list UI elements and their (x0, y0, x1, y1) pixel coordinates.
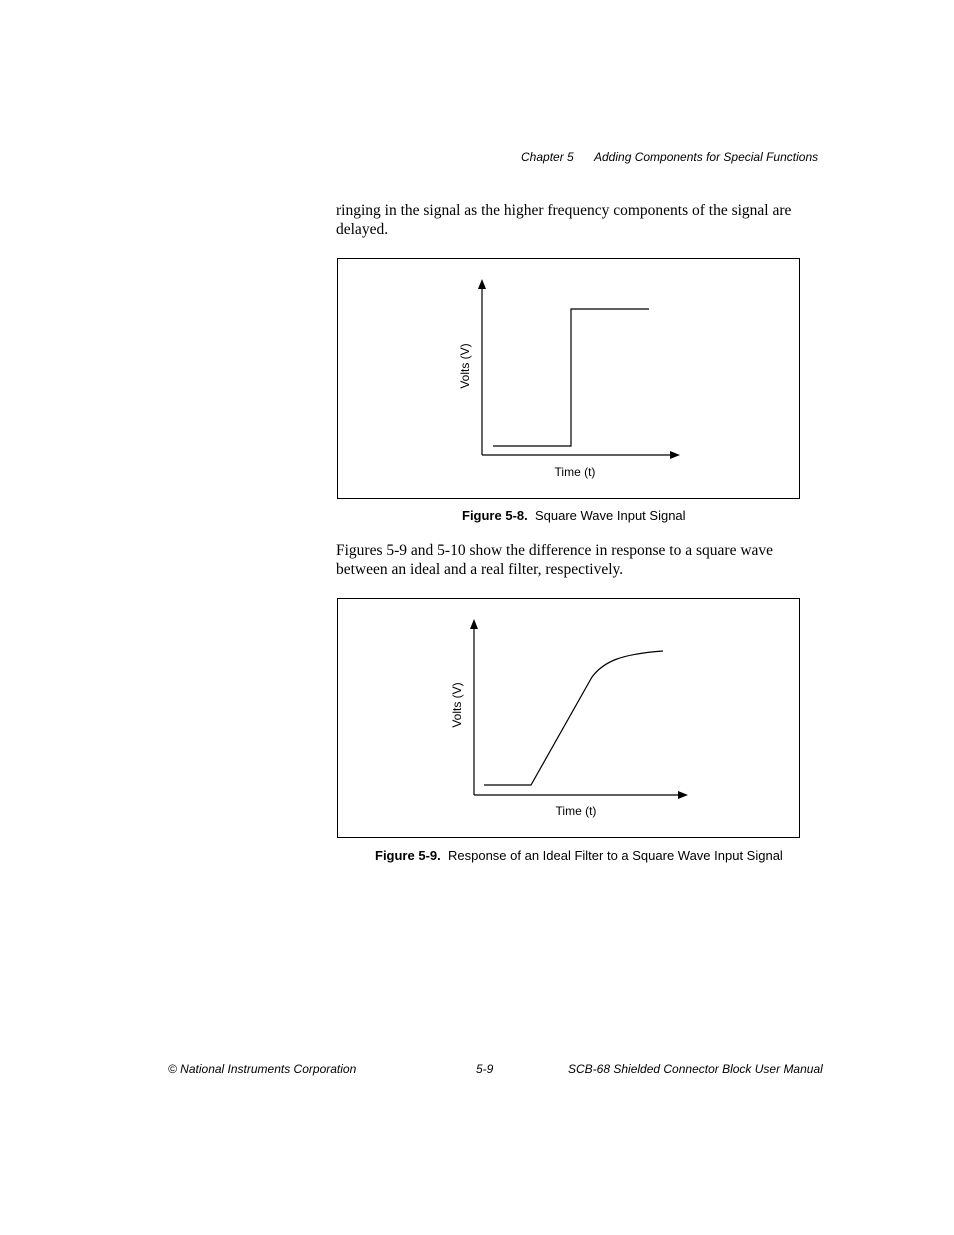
footer-page-number: 5-9 (476, 1062, 494, 1076)
y-axis-arrowhead (470, 619, 478, 629)
figure-number: Figure 5-8. (462, 508, 528, 523)
y-axis-arrowhead (478, 279, 486, 289)
y-axis-label: Volts (V) (458, 343, 472, 389)
figure-5-9-box (337, 598, 800, 838)
body-paragraph: Figures 5-9 and 5-10 show the difference in response to a square wave between an ideal and a real filter, respectively. (336, 542, 774, 578)
figure-5-8-box (337, 258, 800, 499)
square-wave-diagram (338, 259, 801, 500)
figure-caption-text: Square Wave Input Signal (534, 508, 686, 523)
x-axis-arrowhead (678, 791, 688, 799)
ideal-filter-response-diagram (338, 599, 801, 839)
figure-caption (375, 848, 783, 863)
header-title: Adding Components for Special Functions (594, 150, 819, 164)
x-axis-arrowhead (670, 451, 680, 459)
y-axis-label: Volts (V) (450, 682, 464, 728)
footer-copyright: © National Instruments Corporation (168, 1062, 357, 1076)
square-wave-signal (493, 309, 649, 446)
x-axis-label: Time (t) (554, 465, 596, 479)
figure-caption (462, 508, 686, 523)
body-paragraph: ringing in the signal as the higher frequency components of the signal are delayed. (336, 202, 792, 238)
figure-number: Figure 5-9. (375, 848, 441, 863)
header-chapter: Chapter 5 (521, 150, 574, 164)
x-axis-label: Time (t) (555, 804, 597, 818)
filter-response-curve (484, 651, 663, 785)
footer-manual-title: SCB-68 Shielded Connector Block User Manual (568, 1062, 823, 1076)
figure-caption-text: Response of an Ideal Filter to a Square Wave Input Signal (447, 848, 783, 863)
